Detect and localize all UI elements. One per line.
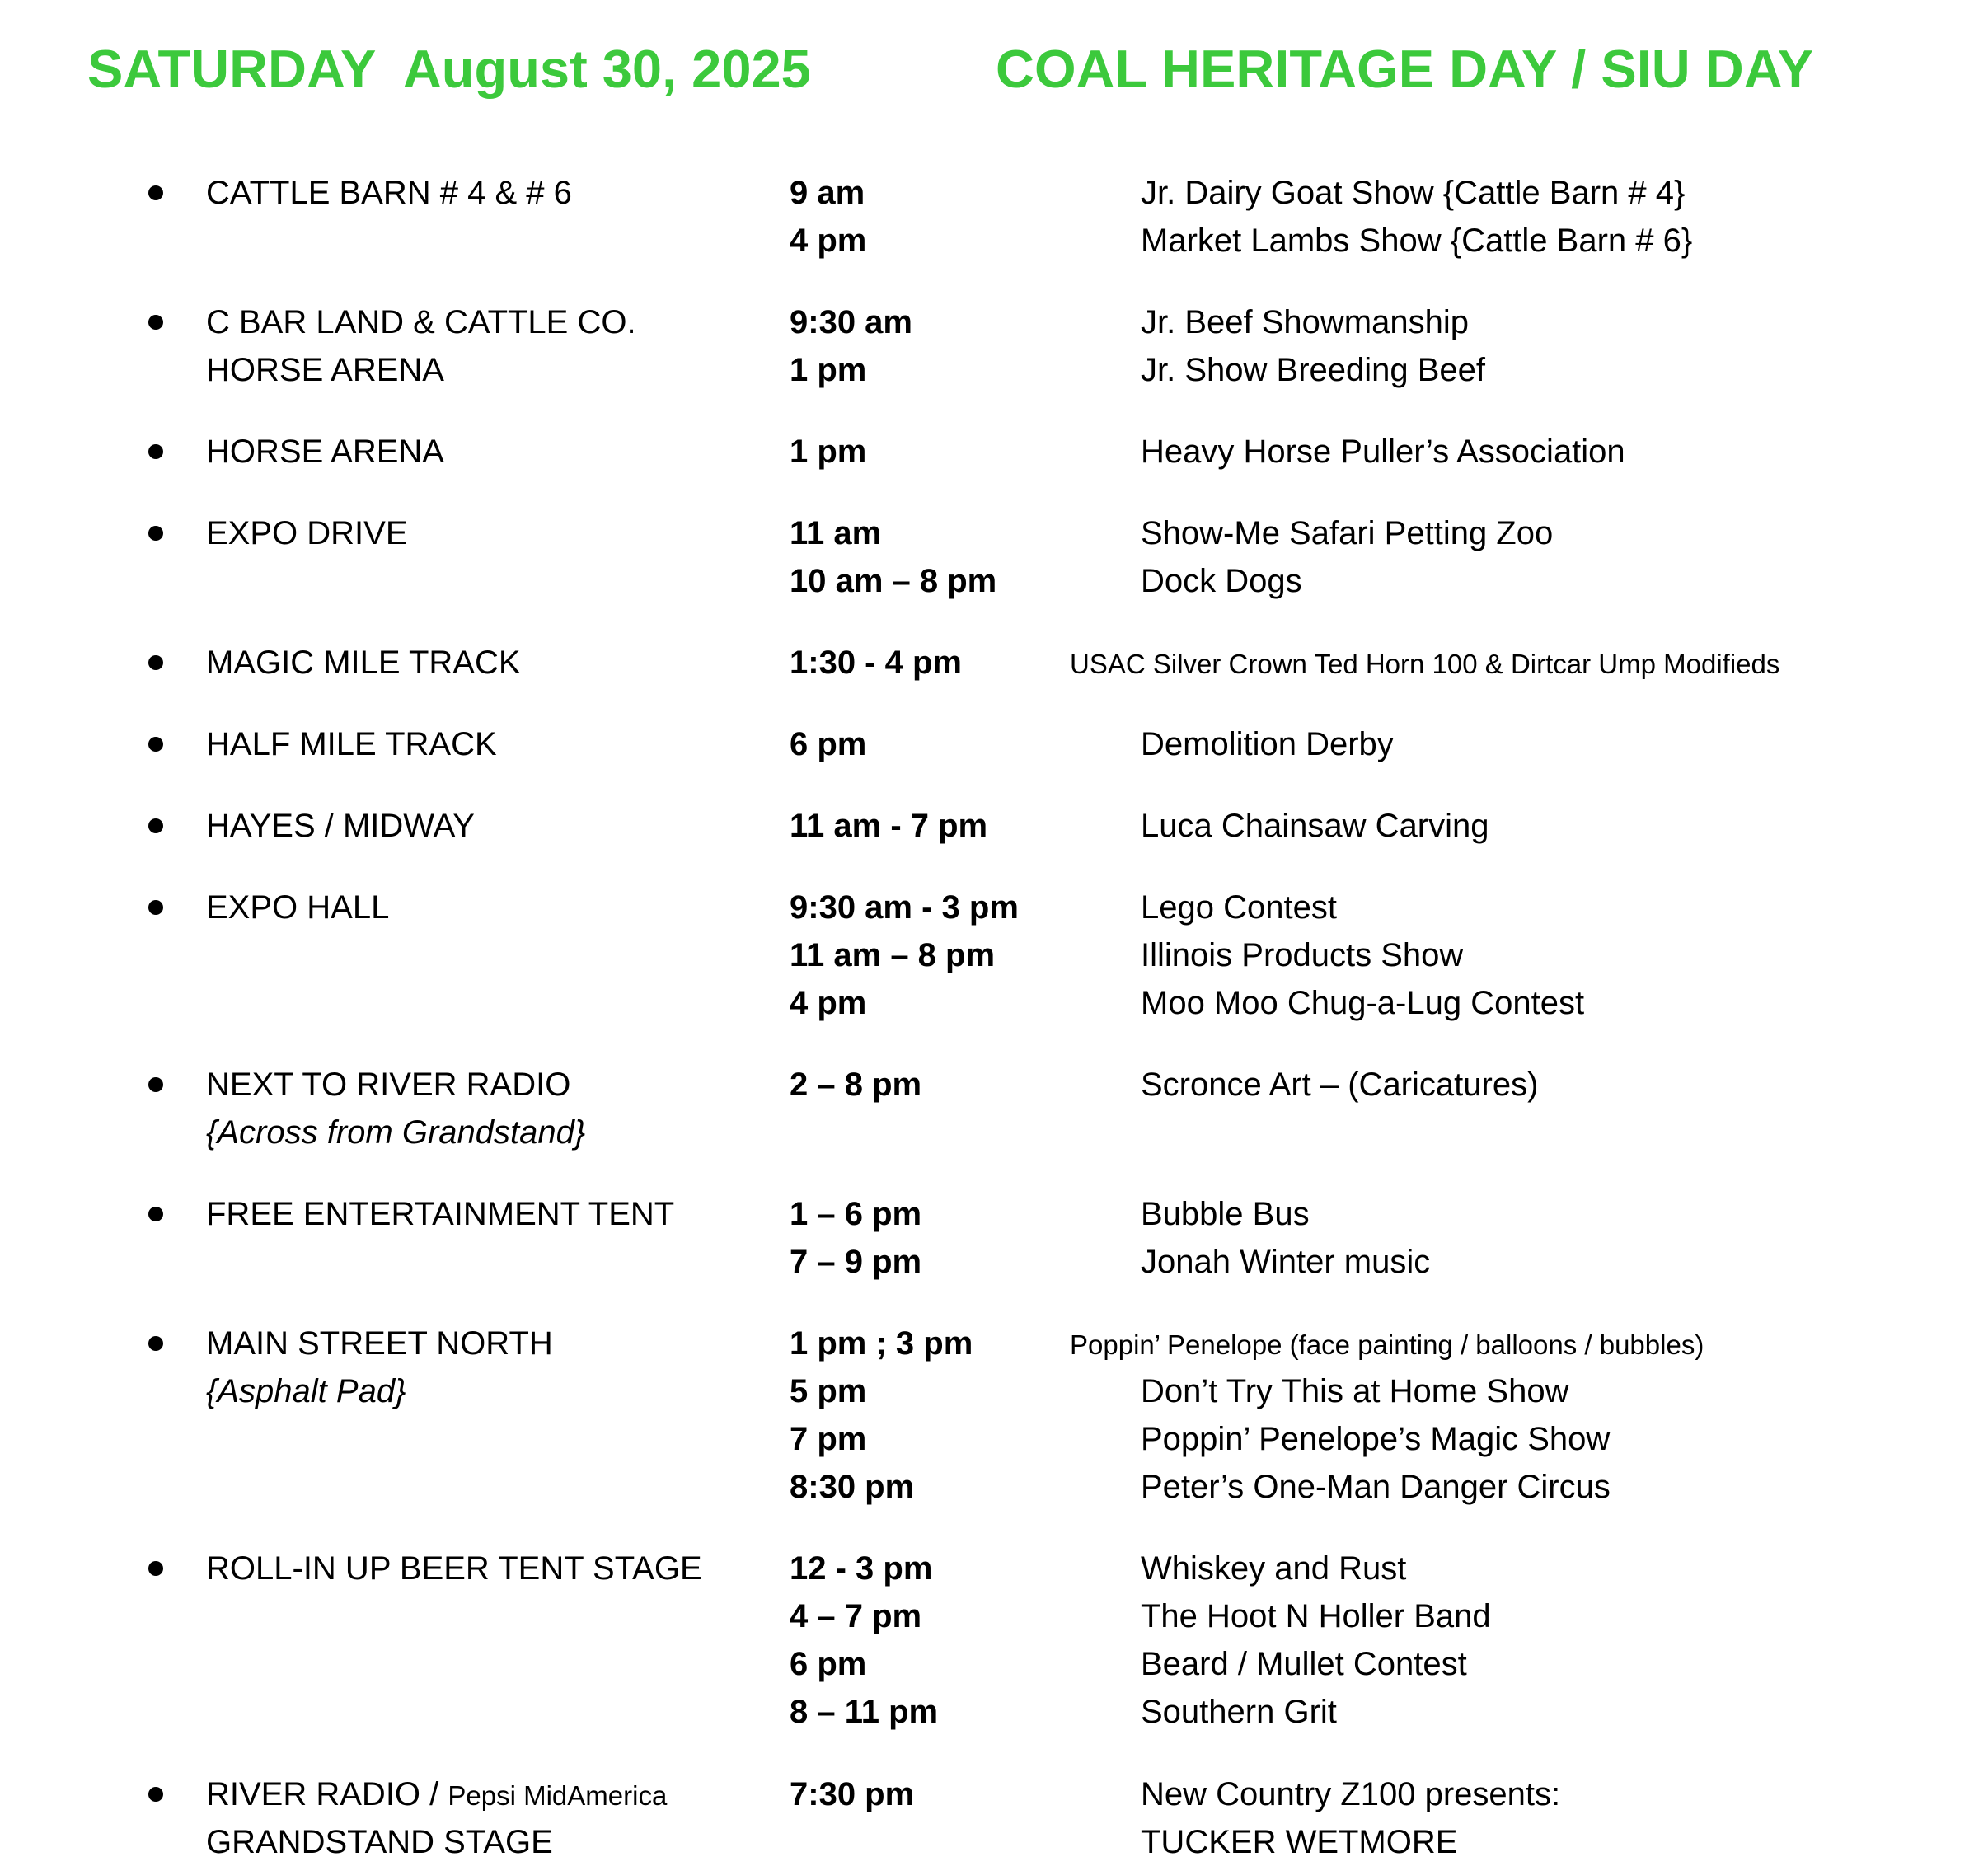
location-line [206,1818,667,1866]
time-text: 7:30 pm [790,1776,915,1812]
event-text: Heavy Horse Puller’s Association [1141,434,1625,470]
location-text: GRANDSTAND STAGE [206,1824,553,1860]
event-text: Poppin’ Penelope (face painting / balloons / bubbles) [1070,1329,1704,1360]
location-line [206,169,572,217]
location [206,1545,702,1592]
event-line [1141,884,1584,931]
bullet-icon [148,1787,163,1802]
event-text: Illinois Products Show [1141,937,1464,973]
event-text: Jr. Beef Showmanship [1141,304,1469,340]
event-text: Jr. Show Breeding Beef [1141,352,1486,388]
location [206,1190,674,1238]
event-line [1141,1463,1704,1511]
event-line [1141,1640,1491,1688]
times [790,802,987,850]
events [1141,298,1485,394]
location-text: C BAR LAND & CATTLE CO. [206,304,636,340]
events [1141,1545,1491,1736]
event-line [1141,298,1485,346]
bullet-icon [148,444,163,459]
location-text: RIVER RADIO / [206,1776,448,1812]
location-sponsor: Pepsi MidAmerica [448,1780,668,1811]
event-text: Peter’s One-Man Danger Circus [1141,1469,1611,1505]
event-text: New Country Z100 presents: [1141,1776,1561,1812]
event-text: Don’t Try This at Home Show [1141,1373,1569,1409]
event-line [1141,1190,1430,1238]
time-text: 6 pm [790,726,867,762]
bullet-icon [148,900,163,915]
location-text: {Across from Grandstand} [206,1114,586,1151]
location-text: HORSE ARENA [206,434,444,470]
event-line [1141,217,1692,265]
event-text: Whiskey and Rust [1141,1550,1407,1587]
event-line [1141,931,1584,979]
event-line [1070,639,1780,687]
event-line [1141,1770,1560,1818]
event-line [1141,509,1553,557]
location-text: NEXT TO RIVER RADIO [206,1067,571,1103]
location [206,1061,585,1156]
times [790,509,996,605]
time-text: 5 pm [790,1373,867,1409]
time-text: 1 pm [790,352,867,388]
location [206,720,497,768]
times [790,639,962,687]
time-text: 8:30 pm [790,1469,915,1505]
time-text: 12 - 3 pm [790,1550,933,1587]
event-line [1070,1320,1704,1367]
time-text: 11 am - 7 pm [790,808,988,844]
event-text: Lego Contest [1141,889,1337,926]
event-text: Beard / Mullet Contest [1141,1646,1467,1682]
location-line [206,1320,553,1367]
location-line [206,720,497,768]
bullet-icon [148,1336,163,1351]
time-text: 10 am – 8 pm [790,563,997,599]
event-line [1141,428,1625,476]
location [206,509,408,557]
event-text: USAC Silver Crown Ted Horn 100 & Dirtcar Ump Modifieds [1070,649,1780,679]
events [1141,884,1584,1027]
event-line [1141,1818,1560,1866]
location-line [206,802,475,850]
bullet-icon [148,185,163,200]
location [206,639,521,687]
location-line [206,639,521,687]
location [206,884,389,931]
event-text: Luca Chainsaw Carving [1141,808,1489,844]
times [790,884,1019,1027]
event-text: Southern Grit [1141,1694,1337,1730]
times [790,298,912,394]
event-line [1141,346,1485,394]
event-line [1141,1061,1538,1109]
location-text: CATTLE BARN # 4 & # 6 [206,175,572,211]
time-text: 9:30 am - 3 pm [790,889,1019,926]
event-line [1141,1367,1704,1415]
time-text: 1 pm ; 3 pm [790,1325,973,1362]
event-line [1141,169,1692,217]
page-header [0,28,1988,110]
location-text: MAGIC MILE TRACK [206,645,521,681]
bullet-icon [148,1077,163,1092]
event-text: Show-Me Safari Petting Zoo [1141,515,1554,551]
time-text: 1 pm [790,434,867,470]
time-text: 1:30 - 4 pm [790,645,962,681]
location-line [206,428,444,476]
times [790,169,866,265]
location-line [206,346,636,394]
location-text: FREE ENTERTAINMENT TENT [206,1196,675,1232]
times [790,1545,938,1736]
bullet-icon [148,737,163,752]
time-text: 4 – 7 pm [790,1598,922,1634]
bullet-icon [148,1561,163,1576]
bullet-icon [148,655,163,670]
location-line [206,1061,585,1109]
location-text: EXPO DRIVE [206,515,408,551]
event-text: Demolition Derby [1141,726,1394,762]
time-text: 9 am [790,175,865,211]
location-text: ROLL-IN UP BEER TENT STAGE [206,1550,702,1587]
location-line [206,884,389,931]
bullet-icon [148,526,163,541]
location-line [206,509,408,557]
event-text: Market Lambs Show {Cattle Barn # 6} [1141,223,1693,259]
times [790,1061,921,1109]
event-line [1141,1545,1491,1592]
events [1141,802,1489,850]
event-line [1141,557,1553,605]
event-line [1141,1238,1430,1286]
time-text: 9:30 am [790,304,912,340]
event-line [1141,802,1489,850]
location [206,428,444,476]
event-text: Scronce Art – (Caricatures) [1141,1067,1539,1103]
event-text: Bubble Bus [1141,1196,1310,1232]
event-line [1141,979,1584,1027]
time-text: 11 am – 8 pm [790,937,996,973]
location [206,298,636,394]
time-text: 4 pm [790,223,867,259]
location-text: {Asphalt Pad} [206,1373,406,1409]
event-text: Poppin’ Penelope’s Magic Show [1141,1421,1611,1457]
bullet-icon [148,315,163,330]
header-date: SATURDAY August 30, 2025 [87,39,811,99]
events [1141,428,1625,476]
events [1141,1190,1430,1286]
times [790,1770,914,1818]
time-text: 7 – 9 pm [790,1244,922,1280]
location-text: HAYES / MIDWAY [206,808,475,844]
time-text: 11 am [790,515,882,551]
times [790,720,866,768]
times [790,428,866,476]
event-text: TUCKER WETMORE [1141,1824,1458,1860]
event-line [1141,1592,1491,1640]
events [1070,1320,1704,1511]
times [790,1320,973,1511]
events [1141,169,1692,265]
event-line [1141,720,1394,768]
location [206,802,475,850]
location-text: HALF MILE TRACK [206,726,497,762]
header-theme: COAL HERITAGE DAY / SIU DAY [996,39,1814,99]
location-line [206,1770,667,1818]
location-line [206,1545,702,1592]
events [1141,720,1394,768]
time-text: 7 pm [790,1421,867,1457]
location-line [206,1109,585,1156]
events [1070,639,1780,687]
event-text: Jonah Winter music [1141,1244,1431,1280]
bullet-icon [148,818,163,833]
event-text: The Hoot N Holler Band [1141,1598,1491,1634]
event-text: Jr. Dairy Goat Show {Cattle Barn # 4} [1141,175,1686,211]
event-line [1141,1688,1491,1736]
location [206,1320,553,1415]
location-line [206,298,636,346]
event-line [1141,1415,1704,1463]
event-text: Moo Moo Chug-a-Lug Contest [1141,985,1585,1021]
location-line [206,1190,674,1238]
time-text: 2 – 8 pm [790,1067,922,1103]
time-text: 6 pm [790,1646,867,1682]
bullet-icon [148,1207,163,1221]
location-text: MAIN STREET NORTH [206,1325,553,1362]
time-text: 1 – 6 pm [790,1196,922,1232]
events [1141,509,1553,605]
events [1141,1061,1538,1109]
times [790,1190,921,1286]
location-text: EXPO HALL [206,889,390,926]
location-text: HORSE ARENA [206,352,444,388]
location [206,169,572,217]
location-line [206,1367,553,1415]
time-text: 8 – 11 pm [790,1694,939,1730]
time-text: 4 pm [790,985,867,1021]
event-text: Dock Dogs [1141,563,1302,599]
